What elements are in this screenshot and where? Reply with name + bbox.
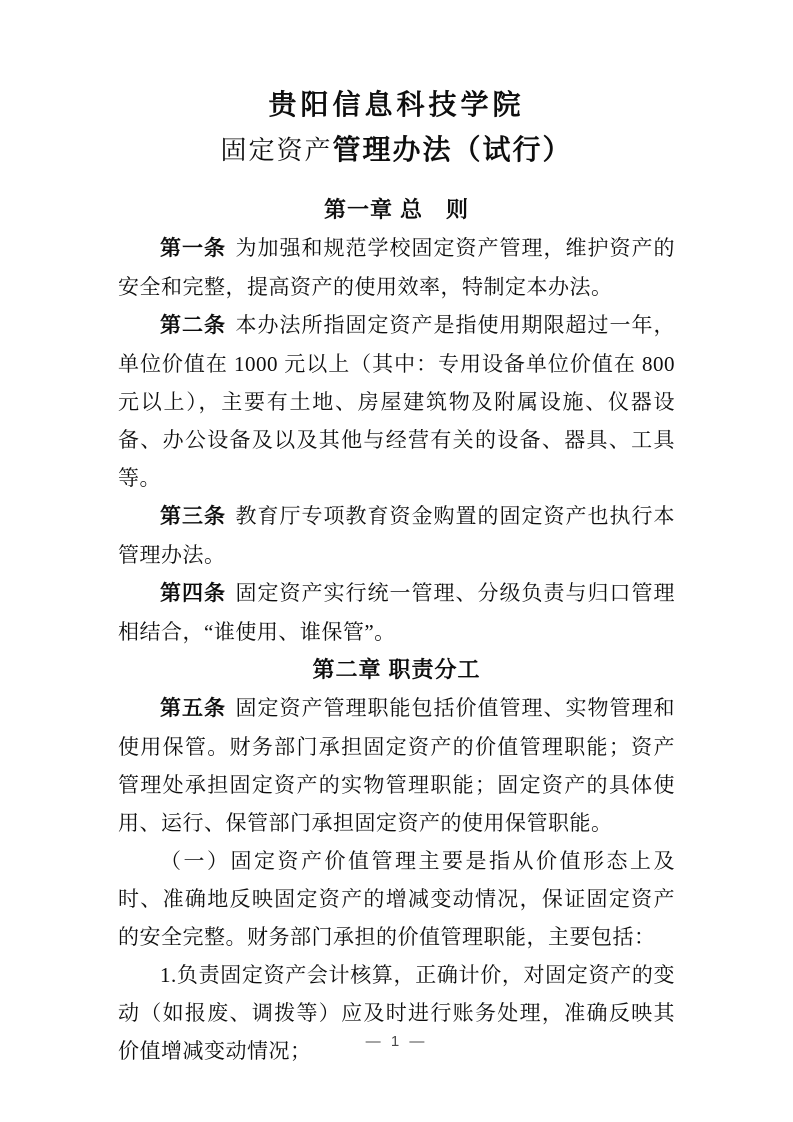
document-content <box>118 86 675 1070</box>
article-paragraph-4 <box>118 574 675 651</box>
clause-paragraph-2: 1.负责固定资产会计核算，正确计价，对固定资产的变动（如报废、调拨等）应及时进行账务处理，准确反映其价值增减变动情况； <box>118 963 675 1063</box>
article-text-2: 本办法所指固定资产是指使用期限超过一年，单位价值在 1000 元以上（其中：专用设备单位价值在 800 元以上），主要有土地、房屋建筑物及附属设施、仪器设备、办公设备及以及其他与经营有关的设备、器具、工具等。 <box>118 313 676 490</box>
article-paragraph-3 <box>118 497 675 574</box>
chapter-heading-1: 第一章 总 则 <box>323 197 470 222</box>
article-label-4: 第四条 <box>160 582 227 605</box>
doc-title-line1: 贵阳信息科技学院 <box>268 90 525 121</box>
chapter-heading-2: 第二章 职责分工 <box>312 657 481 682</box>
article-text-3: 教育厅专项教育资金购置的固定资产也执行本管理办法。 <box>118 504 676 567</box>
doc-title-line2-bold-segment: 管理办法（试行） <box>332 135 573 166</box>
article-label-5: 第五条 <box>160 697 227 720</box>
doc-title-line2-normal-segment: 固定资产 <box>220 136 333 165</box>
article-paragraph-2 <box>118 306 675 497</box>
article-text-5: 固定资产管理职能包括价值管理、实物管理和使用保管。财务部门承担固定资产的价值管理职能；资产管理处承担固定资产的实物管理职能；固定资产的具体使用、运行、保管部门承担固定资产的使用保管职能。 <box>118 696 676 835</box>
article-paragraph-5 <box>118 689 675 842</box>
article-paragraph-1 <box>118 229 675 306</box>
article-label-3: 第三条 <box>160 505 227 528</box>
article-label-2: 第二条 <box>160 314 227 337</box>
clause-paragraph-1: （一）固定资产价值管理主要是指从价值形态上及时、准确地反映固定资产的增减变动情况，保证固定资产的安全完整。财务部门承担的价值管理职能，主要包括： <box>118 849 675 949</box>
article-text-1: 为加强和规范学校固定资产管理，维护资产的安全和完整，提高资产的使用效率，特制定本办法。 <box>118 236 676 299</box>
page-number: — 1 — <box>365 1033 428 1050</box>
article-text-4: 固定资产实行统一管理、分级负责与归口管理相结合，“谁使用、谁保管”。 <box>118 581 676 644</box>
doc-title-line2 <box>118 126 675 173</box>
article-label-1: 第一条 <box>160 237 227 260</box>
